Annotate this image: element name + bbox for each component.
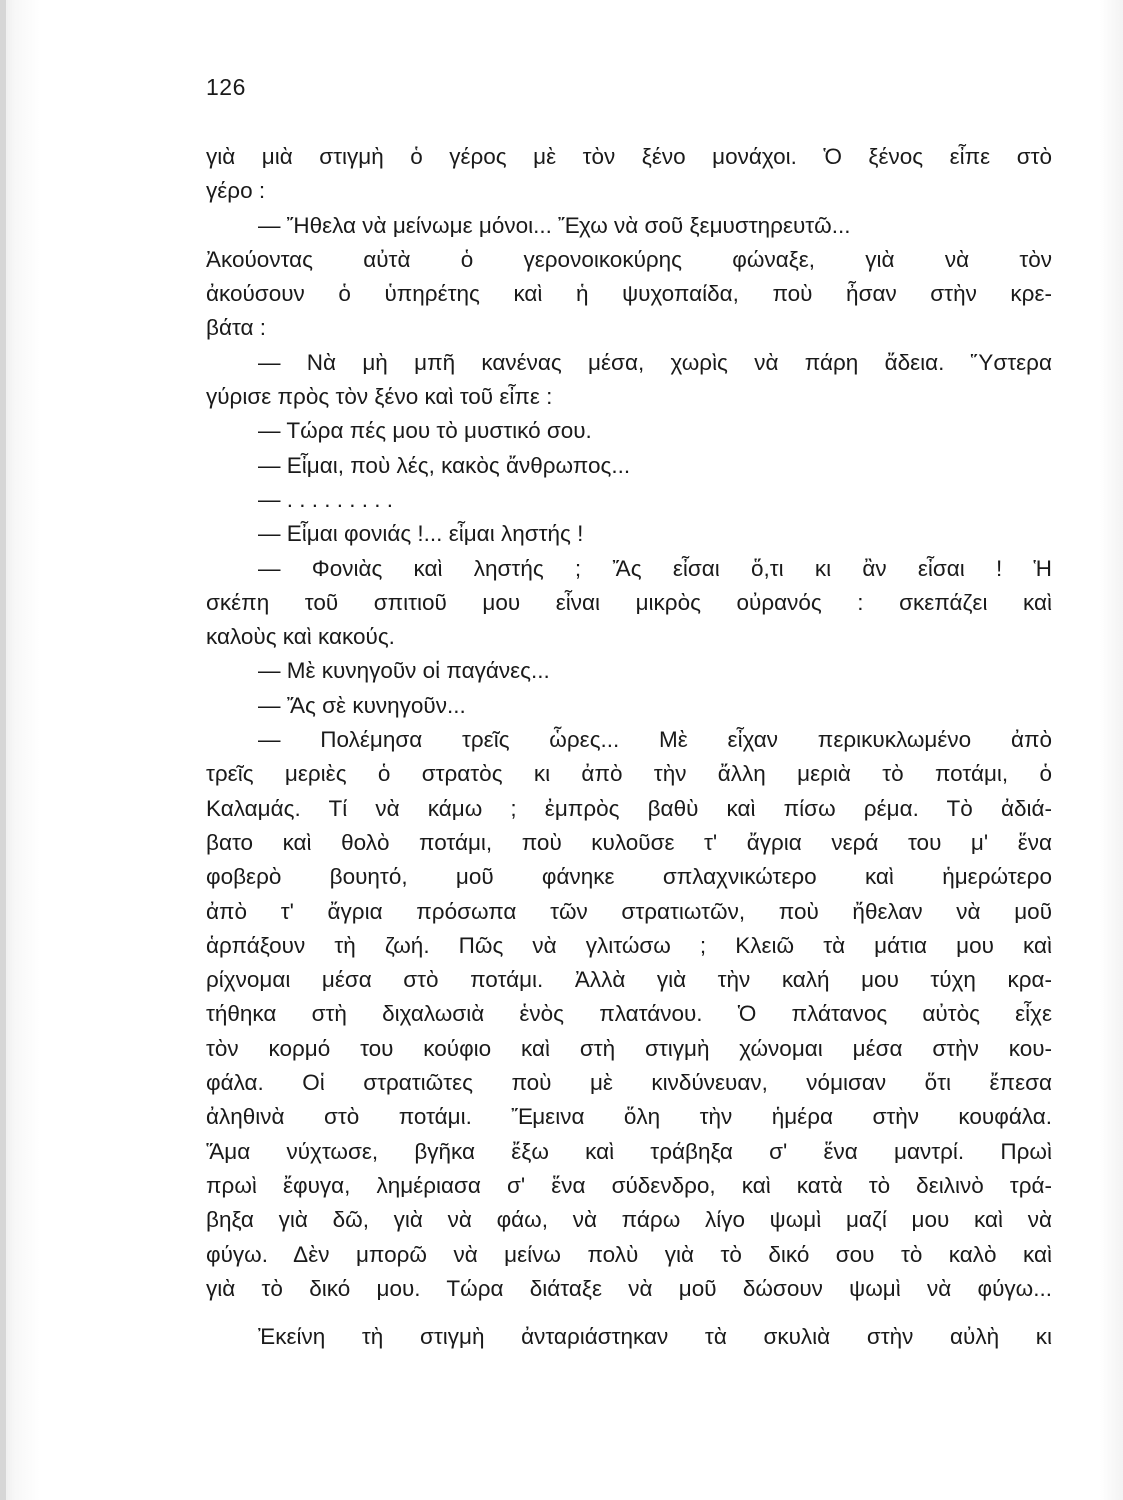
text-line: — Μὲ κυνηγοῦν οἱ παγάνες... bbox=[258, 658, 550, 684]
text-line: σκέπη τοῦ σπιτιοῦ μου εἶναι μικρὸς οὐρανός : σκεπάζει καὶ bbox=[206, 589, 1052, 615]
text-line: — Φονιὰς καὶ ληστής ; Ἄς εἶσαι ὅ,τι κι ἂν εἶσαι ! Ἡ bbox=[258, 555, 1052, 581]
text-line: βατο καὶ θολὸ ποτάμι, ποὺ κυλοῦσε τ' ἄγρια νερά του μ' ἕνα bbox=[206, 829, 1052, 855]
text-line: — Τώρα πές μου τὸ μυστικό σου. bbox=[258, 418, 592, 444]
text-line: φοβερὸ βουητό, μοῦ φάνηκε σπλαχνικώτερο καὶ ἡμερώτερο bbox=[206, 864, 1052, 890]
text-line: ρίχνομαι μέσα στὸ ποτάμι. Ἀλλὰ γιὰ τὴν καλή μου τύχη κρα- bbox=[206, 967, 1052, 993]
text-line: βάτα : bbox=[206, 315, 267, 341]
text-line: — Εἶμαι, ποὺ λές, κακὸς ἄνθρωπος... bbox=[258, 452, 631, 478]
text-line: Καλαμάς. Τί νὰ κάμω ; ἐμπρὸς βαθὺ καὶ πίσω ρέμα. Τὸ ἀδιά- bbox=[206, 795, 1052, 821]
text-line: — Νὰ μὴ μπῆ κανένας μέσα, χωρὶς νὰ πάρη ἄδεια. Ὕστερα bbox=[258, 349, 1052, 375]
text-line: — Εἶμαι φονιάς !... εἶμαι ληστής ! bbox=[258, 521, 584, 547]
text-line: ἀληθινὰ στὸ ποτάμι. Ἔμεινα ὅλη τὴν ἡμέρα στὴν κουφάλα. bbox=[206, 1104, 1052, 1130]
text-line: γέρο : bbox=[206, 178, 266, 204]
text-line: φάλα. Οἱ στρατιῶτες ποὺ μὲ κινδύνευαν, νόμισαν ὅτι ἔπεσα bbox=[206, 1070, 1052, 1096]
text-line: βηξα γιὰ δῶ, γιὰ νὰ φάω, νὰ πάρω λίγο ψωμὶ μαζί μου καὶ νὰ bbox=[206, 1207, 1052, 1233]
text-line: — Πολέμησα τρεῖς ὧρες... Μὲ εἶχαν περικυκλωμένο ἀπὸ bbox=[258, 727, 1052, 753]
text-line: — Ἄς σὲ κυνηγοῦν... bbox=[258, 692, 466, 718]
text-line: — Ἤθελα νὰ μείνωμε μόνοι... Ἔχω νὰ σοῦ ξεμυστηρευτῶ... bbox=[258, 212, 851, 238]
text-line: γύρισε πρὸς τὸν ξένο καὶ τοῦ εἶπε : bbox=[206, 384, 553, 410]
text-line: — . . . . . . . . . bbox=[258, 486, 394, 512]
body-text bbox=[206, 140, 1052, 1354]
text-line: τρεῖς μεριὲς ὁ στρατὸς κι ἀπὸ τὴν ἄλλη μεριὰ τὸ ποτάμι, ὁ bbox=[206, 761, 1052, 787]
text-line: τήθηκα στὴ διχαλωσιὰ ἑνὸς πλατάνου. Ὁ πλάτανος αὐτὸς εἶχε bbox=[206, 1001, 1052, 1027]
text-line: γιὰ μιὰ στιγμὴ ὁ γέρος μὲ τὸν ξένο μονάχοι. Ὁ ξένος εἶπε στὸ bbox=[206, 144, 1052, 169]
text-line: ἀκούσουν ὁ ὑπηρέτης καὶ ἡ ψυχοπαίδα, ποὺ ἦσαν στὴν κρε- bbox=[206, 281, 1052, 307]
text-line: Ἀκούοντας αὐτὰ ὁ γερονοικοκύρης φώναξε, γιὰ νὰ τὸν bbox=[206, 246, 1052, 272]
text-line: πρωὶ ἔφυγα, λημέριασα σ' ἕνα σύδενδρο, καὶ κατὰ τὸ δειλινὸ τρά- bbox=[206, 1172, 1052, 1198]
page-number: 126 bbox=[206, 74, 246, 100]
text-line: γιὰ τὸ δικό μου. Τώρα διάταξε νὰ μοῦ δώσουν ψωμὶ νὰ φύγω... bbox=[206, 1275, 1052, 1301]
text-line: τὸν κορμό του κούφιο καὶ στὴ στιγμὴ χώνομαι μέσα στὴν κου- bbox=[206, 1035, 1052, 1061]
paragraph-gap bbox=[206, 1306, 1052, 1320]
text-line: Ἅμα νύχτωσε, βγῆκα ἔξω καὶ τράβηξα σ' ἕνα μαντρί. Πρωὶ bbox=[206, 1138, 1052, 1164]
text-line: ἀπὸ τ' ἄγρια πρόσωπα τῶν στρατιωτῶν, ποὺ ἤθελαν νὰ μοῦ bbox=[206, 898, 1052, 924]
text-line: καλοὺς καὶ κακούς. bbox=[206, 624, 395, 650]
text-line: φύγω. Δὲν μπορῶ νὰ μείνω πολὺ γιὰ τὸ δικό σου τὸ καλὸ καὶ bbox=[206, 1241, 1052, 1267]
text-line: Ἐκείνη τὴ στιγμὴ ἀνταριάστηκαν τὰ σκυλιὰ στὴν αὐλὴ κι bbox=[258, 1324, 1052, 1350]
text-line: ἁρπάξουν τὴ ζωή. Πῶς νὰ γλιτώσω ; Κλειῶ τὰ μάτια μου καὶ bbox=[206, 932, 1052, 958]
page-binding-edge bbox=[0, 0, 6, 1500]
